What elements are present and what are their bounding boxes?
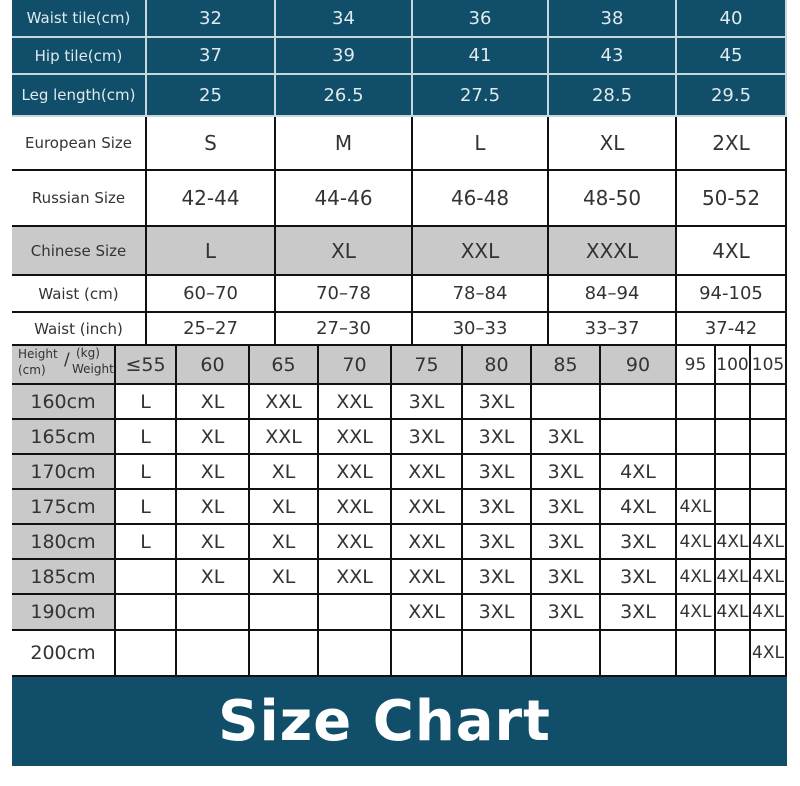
size-row-label: Waist (cm) xyxy=(12,276,147,313)
weight-header-cell: 100 xyxy=(716,346,751,385)
fit-size-cell: XXL xyxy=(392,525,463,560)
fit-size-cell: 3XL xyxy=(532,560,601,595)
size-cell: 41 xyxy=(413,38,549,75)
size-cell: 28.5 xyxy=(549,75,677,117)
fit-size-cell: XXL xyxy=(392,595,463,631)
fit-size-cell: L xyxy=(116,490,177,525)
fit-size-cell: 3XL xyxy=(463,455,532,490)
size-cell: S xyxy=(147,117,276,171)
size-cell: 43 xyxy=(549,38,677,75)
fit-size-cell: 3XL xyxy=(601,560,677,595)
size-cell: 38 xyxy=(549,0,677,38)
fit-size-cell xyxy=(532,385,601,420)
size-cell: 34 xyxy=(276,0,413,38)
fit-size-cell: 3XL xyxy=(463,560,532,595)
size-cell: 32 xyxy=(147,0,276,38)
fit-size-cell: 3XL xyxy=(532,455,601,490)
size-cell: M xyxy=(276,117,413,171)
size-cell: 25 xyxy=(147,75,276,117)
fit-size-cell xyxy=(532,631,601,677)
fit-size-cell xyxy=(250,595,319,631)
fit-size-cell: 4XL xyxy=(601,490,677,525)
height-label: 200cm xyxy=(12,631,116,677)
size-cell: 37 xyxy=(147,38,276,75)
fit-size-cell: 3XL xyxy=(392,385,463,420)
size-cell: L xyxy=(147,227,276,276)
size-row-label: Russian Size xyxy=(12,171,147,227)
fit-size-cell: 3XL xyxy=(463,525,532,560)
fit-size-cell: 3XL xyxy=(532,525,601,560)
size-cell: 40 xyxy=(677,0,787,38)
fit-size-cell: 4XL xyxy=(677,525,716,560)
fit-size-cell xyxy=(716,385,751,420)
size-row-label: European Size xyxy=(12,117,147,171)
fit-size-cell: XL xyxy=(177,455,250,490)
height-label: 180cm xyxy=(12,525,116,560)
fit-size-cell: XL xyxy=(177,525,250,560)
fit-size-cell: XXL xyxy=(392,560,463,595)
size-cell: 46-48 xyxy=(413,171,549,227)
fit-size-cell: XXL xyxy=(319,490,392,525)
fit-size-cell: XL xyxy=(177,490,250,525)
fit-size-cell: XXL xyxy=(250,420,319,455)
fit-size-cell: 3XL xyxy=(392,420,463,455)
size-cell: 48-50 xyxy=(549,171,677,227)
size-cell: 27.5 xyxy=(413,75,549,117)
fit-size-cell: 3XL xyxy=(532,595,601,631)
fit-size-cell: 3XL xyxy=(532,490,601,525)
fit-size-cell: XL xyxy=(250,560,319,595)
fit-size-cell xyxy=(463,631,532,677)
size-cell: 44-46 xyxy=(276,171,413,227)
fit-size-cell: L xyxy=(116,525,177,560)
size-row-label: Waist tile(cm) xyxy=(12,0,147,38)
fit-size-cell: 3XL xyxy=(463,490,532,525)
size-cell: 60–70 xyxy=(147,276,276,313)
fit-size-cell: XL xyxy=(177,560,250,595)
height-label: 165cm xyxy=(12,420,116,455)
fit-size-cell xyxy=(601,420,677,455)
corner-kg-label: (kg) xyxy=(76,346,100,360)
fit-size-cell xyxy=(177,631,250,677)
fit-size-cell xyxy=(716,455,751,490)
fit-size-cell xyxy=(319,631,392,677)
fit-size-cell: 3XL xyxy=(601,595,677,631)
size-cell: 45 xyxy=(677,38,787,75)
corner-slash: / xyxy=(64,350,70,370)
size-cell: XXXL xyxy=(549,227,677,276)
size-cell: 70–78 xyxy=(276,276,413,313)
size-cell: XL xyxy=(276,227,413,276)
fit-size-cell xyxy=(601,385,677,420)
size-chart-banner xyxy=(12,677,787,766)
height-label: 170cm xyxy=(12,455,116,490)
fit-size-cell: 4XL xyxy=(751,525,787,560)
weight-header-cell: 65 xyxy=(250,346,319,385)
weight-header-cell: 70 xyxy=(319,346,392,385)
fit-size-cell: 3XL xyxy=(463,420,532,455)
size-cell: 33–37 xyxy=(549,313,677,346)
fit-size-cell: XXL xyxy=(392,490,463,525)
fit-size-cell: 4XL xyxy=(677,595,716,631)
fit-size-cell: XL xyxy=(250,455,319,490)
size-cell: XL xyxy=(549,117,677,171)
fit-size-cell xyxy=(751,490,787,525)
height-label: 175cm xyxy=(12,490,116,525)
weight-header-cell: 90 xyxy=(601,346,677,385)
fit-size-cell: XL xyxy=(250,525,319,560)
fit-size-cell xyxy=(177,595,250,631)
weight-header-cell: 60 xyxy=(177,346,250,385)
weight-header-cell: 95 xyxy=(677,346,716,385)
fit-size-cell: XXL xyxy=(319,385,392,420)
size-cell: 29.5 xyxy=(677,75,787,117)
size-cell: 42-44 xyxy=(147,171,276,227)
size-cell: 25–27 xyxy=(147,313,276,346)
size-row-label: Leg length(cm) xyxy=(12,75,147,117)
fit-size-cell xyxy=(601,631,677,677)
height-label: 190cm xyxy=(12,595,116,631)
fit-size-cell xyxy=(677,455,716,490)
fit-size-cell: 3XL xyxy=(601,525,677,560)
size-row-label: Chinese Size xyxy=(12,227,147,276)
fit-size-cell xyxy=(716,490,751,525)
fit-size-cell xyxy=(677,385,716,420)
fit-size-cell: 3XL xyxy=(463,385,532,420)
fit-size-cell: 4XL xyxy=(677,490,716,525)
size-cell: 30–33 xyxy=(413,313,549,346)
corner-height-label: Height xyxy=(18,347,58,361)
size-cell: 39 xyxy=(276,38,413,75)
corner-weight-label: Weight xyxy=(72,362,114,376)
weight-header-cell: 105 xyxy=(751,346,787,385)
fit-size-cell: XXL xyxy=(319,455,392,490)
fit-size-cell xyxy=(392,631,463,677)
size-cell: 2XL xyxy=(677,117,787,171)
fit-size-cell: 4XL xyxy=(716,560,751,595)
fit-size-cell: L xyxy=(116,420,177,455)
size-cell: 78–84 xyxy=(413,276,549,313)
size-cell: 94-105 xyxy=(677,276,787,313)
size-cell: L xyxy=(413,117,549,171)
fit-size-cell xyxy=(116,631,177,677)
weight-header-cell: ≤55 xyxy=(116,346,177,385)
fit-size-cell: XXL xyxy=(250,385,319,420)
size-cell: XXL xyxy=(413,227,549,276)
fit-size-cell xyxy=(751,385,787,420)
banner-title: Size Chart xyxy=(218,689,551,754)
fit-size-cell: 4XL xyxy=(601,455,677,490)
fit-size-cell xyxy=(677,420,716,455)
fit-size-cell: XXL xyxy=(319,420,392,455)
size-cell: 26.5 xyxy=(276,75,413,117)
fit-size-cell: XL xyxy=(250,490,319,525)
fit-size-cell xyxy=(319,595,392,631)
fit-size-cell xyxy=(751,420,787,455)
fit-size-cell: 4XL xyxy=(751,595,787,631)
fit-size-cell xyxy=(116,560,177,595)
fit-size-cell: 4XL xyxy=(751,560,787,595)
fit-size-cell: 4XL xyxy=(716,525,751,560)
fit-size-cell: XXL xyxy=(319,560,392,595)
fit-size-cell: 4XL xyxy=(716,595,751,631)
fit-size-cell xyxy=(677,631,716,677)
fit-size-cell: 4XL xyxy=(677,560,716,595)
size-row-label: Waist (inch) xyxy=(12,313,147,346)
fit-size-cell: XL xyxy=(177,420,250,455)
fit-size-cell: 3XL xyxy=(532,420,601,455)
height-label: 185cm xyxy=(12,560,116,595)
corner-cm-label: (cm) xyxy=(18,363,46,377)
weight-header-cell: 80 xyxy=(463,346,532,385)
fit-size-cell xyxy=(250,631,319,677)
fit-size-cell xyxy=(716,420,751,455)
size-cell: 27–30 xyxy=(276,313,413,346)
size-cell: 4XL xyxy=(677,227,787,276)
fit-size-cell xyxy=(751,455,787,490)
fit-size-cell: 4XL xyxy=(751,631,787,677)
size-row-label: Hip tile(cm) xyxy=(12,38,147,75)
fit-size-cell: L xyxy=(116,455,177,490)
height-label: 160cm xyxy=(12,385,116,420)
fit-size-cell: XL xyxy=(177,385,250,420)
weight-header-cell: 75 xyxy=(392,346,463,385)
weight-header-cell: 85 xyxy=(532,346,601,385)
fit-size-cell xyxy=(116,595,177,631)
size-cell: 36 xyxy=(413,0,549,38)
fit-size-cell: 3XL xyxy=(463,595,532,631)
fit-size-cell: XXL xyxy=(319,525,392,560)
fit-size-cell: XXL xyxy=(392,455,463,490)
size-cell: 37-42 xyxy=(677,313,787,346)
fit-size-cell: L xyxy=(116,385,177,420)
size-cell: 84–94 xyxy=(549,276,677,313)
fit-size-cell xyxy=(716,631,751,677)
size-cell: 50-52 xyxy=(677,171,787,227)
